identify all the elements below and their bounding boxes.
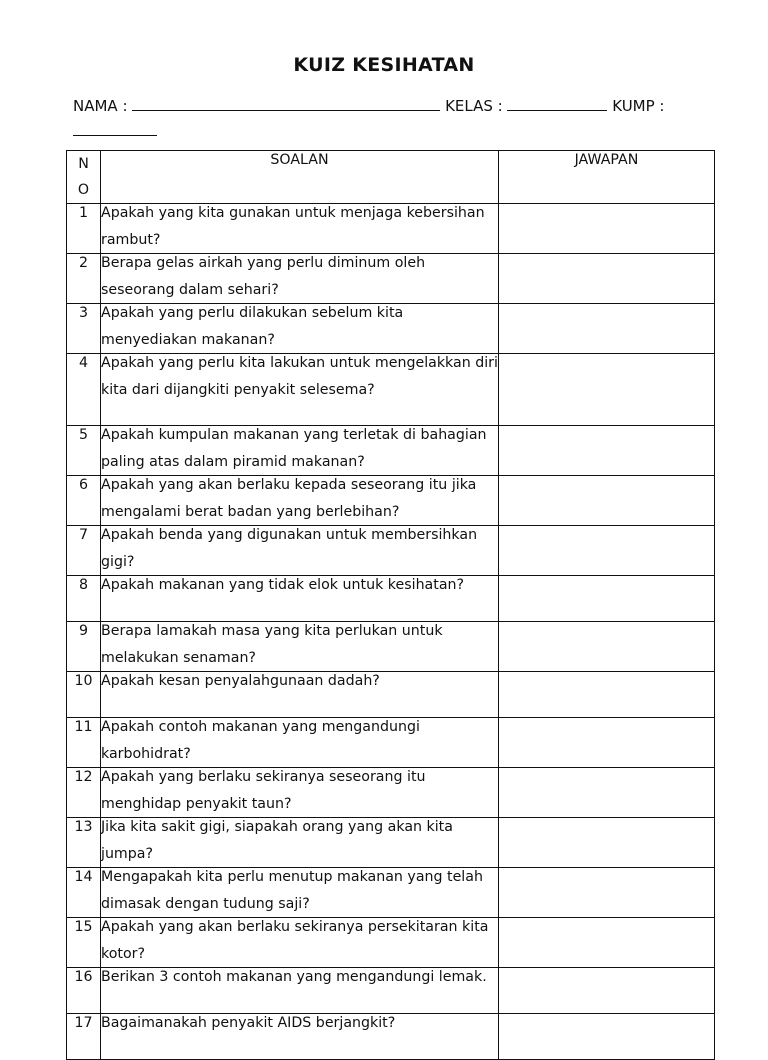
answer-cell[interactable] (499, 622, 715, 672)
quiz-table (66, 150, 715, 1060)
question-text-content: Apakah yang berlaku sekiranya seseorang itu menghidap penyakit taun? (101, 769, 426, 812)
header-no: N O (67, 151, 101, 204)
table-row (67, 204, 715, 254)
question-text-content: Berikan 3 contoh makanan yang mengandungi lemak. (101, 969, 487, 985)
table-row (67, 254, 715, 304)
page-title: KUIZ KESIHATAN (293, 54, 475, 76)
question-text-content: Bagaimanakah penyakit AIDS berjangkit? (101, 1015, 396, 1031)
question-text (101, 868, 499, 918)
question-text (101, 718, 499, 768)
question-text (101, 476, 499, 526)
question-text-content: Apakah makanan yang tidak elok untuk kesihatan? (101, 577, 465, 593)
question-text-content: Jika kita sakit gigi, siapakah orang yang akan kita jumpa? (101, 819, 453, 862)
table-row (67, 918, 715, 968)
table-row (67, 576, 715, 622)
question-text (101, 576, 499, 622)
answer-cell[interactable] (499, 304, 715, 354)
table-row (67, 526, 715, 576)
answer-cell[interactable] (499, 204, 715, 254)
answer-cell[interactable] (499, 476, 715, 526)
header-jawapan: JAWAPAN (499, 151, 715, 204)
table-row (67, 768, 715, 818)
question-number: 11 (67, 718, 101, 768)
question-text-content: Apakah kesan penyalahgunaan dadah? (101, 673, 380, 689)
question-text (101, 426, 499, 476)
question-text (101, 1014, 499, 1060)
table-row (67, 622, 715, 672)
answer-cell[interactable] (499, 1014, 715, 1060)
kelas-field[interactable] (507, 96, 607, 111)
table-header-row (67, 151, 715, 204)
answer-cell[interactable] (499, 576, 715, 622)
table-row (67, 868, 715, 918)
question-text-content: Apakah yang akan berlaku sekiranya persekitaran kita kotor? (101, 919, 489, 962)
question-text-content: Apakah yang perlu dilakukan sebelum kita menyediakan makanan? (101, 305, 404, 348)
answer-cell[interactable] (499, 918, 715, 968)
question-text (101, 672, 499, 718)
question-number: 15 (67, 918, 101, 968)
kump-field[interactable] (73, 121, 157, 136)
question-number: 16 (67, 968, 101, 1014)
question-number: 6 (67, 476, 101, 526)
question-text-content: Apakah yang perlu kita lakukan untuk mengelakkan diri kita dari dijangkiti penyakit selesema? (101, 355, 498, 398)
question-number: 17 (67, 1014, 101, 1060)
question-text-content: Apakah contoh makanan yang mengandungi karbohidrat? (101, 719, 420, 762)
question-number: 1 (67, 204, 101, 254)
kelas-label: KELAS : (445, 97, 503, 115)
table-row (67, 354, 715, 426)
answer-cell[interactable] (499, 768, 715, 818)
table-row (67, 672, 715, 718)
question-number: 12 (67, 768, 101, 818)
answer-cell[interactable] (499, 672, 715, 718)
question-text-content: Apakah yang kita gunakan untuk menjaga kebersihan rambut? (101, 205, 485, 248)
answer-cell[interactable] (499, 968, 715, 1014)
question-text (101, 918, 499, 968)
question-text-content: Apakah benda yang digunakan untuk membersihkan gigi? (101, 527, 478, 570)
question-text (101, 526, 499, 576)
question-number: 9 (67, 622, 101, 672)
question-number: 3 (67, 304, 101, 354)
question-number: 10 (67, 672, 101, 718)
question-text (101, 968, 499, 1014)
question-text-content: Berapa lamakah masa yang kita perlukan untuk melakukan senaman? (101, 623, 443, 666)
question-text (101, 622, 499, 672)
question-text-content: Apakah kumpulan makanan yang terletak di bahagian paling atas dalam piramid makanan? (101, 427, 487, 470)
nama-label: NAMA : (73, 97, 128, 115)
answer-cell[interactable] (499, 718, 715, 768)
header-soalan: SOALAN (101, 151, 499, 204)
table-row (67, 476, 715, 526)
question-number: 2 (67, 254, 101, 304)
question-text (101, 204, 499, 254)
question-number: 14 (67, 868, 101, 918)
question-text-content: Apakah yang akan berlaku kepada seseorang itu jika mengalami berat badan yang berlebihan? (101, 477, 477, 520)
question-number: 13 (67, 818, 101, 868)
table-row (67, 718, 715, 768)
question-text-content: Mengapakah kita perlu menutup makanan yang telah dimasak dengan tudung saji? (101, 869, 483, 912)
answer-cell[interactable] (499, 818, 715, 868)
kump-label: KUMP : (612, 97, 665, 115)
answer-cell[interactable] (499, 426, 715, 476)
table-row (67, 968, 715, 1014)
question-text (101, 304, 499, 354)
answer-cell[interactable] (499, 254, 715, 304)
answer-cell[interactable] (499, 868, 715, 918)
question-text (101, 354, 499, 426)
nama-field[interactable] (132, 96, 440, 111)
table-row (67, 1014, 715, 1060)
question-number: 5 (67, 426, 101, 476)
question-number: 4 (67, 354, 101, 426)
student-info (73, 94, 713, 144)
table-row (67, 426, 715, 476)
table-row (67, 304, 715, 354)
question-text (101, 254, 499, 304)
question-number: 8 (67, 576, 101, 622)
question-text (101, 818, 499, 868)
question-text-content: Berapa gelas airkah yang perlu diminum oleh seseorang dalam sehari? (101, 255, 426, 298)
answer-cell[interactable] (499, 526, 715, 576)
table-row (67, 818, 715, 868)
answer-cell[interactable] (499, 354, 715, 426)
question-number: 7 (67, 526, 101, 576)
question-text (101, 768, 499, 818)
